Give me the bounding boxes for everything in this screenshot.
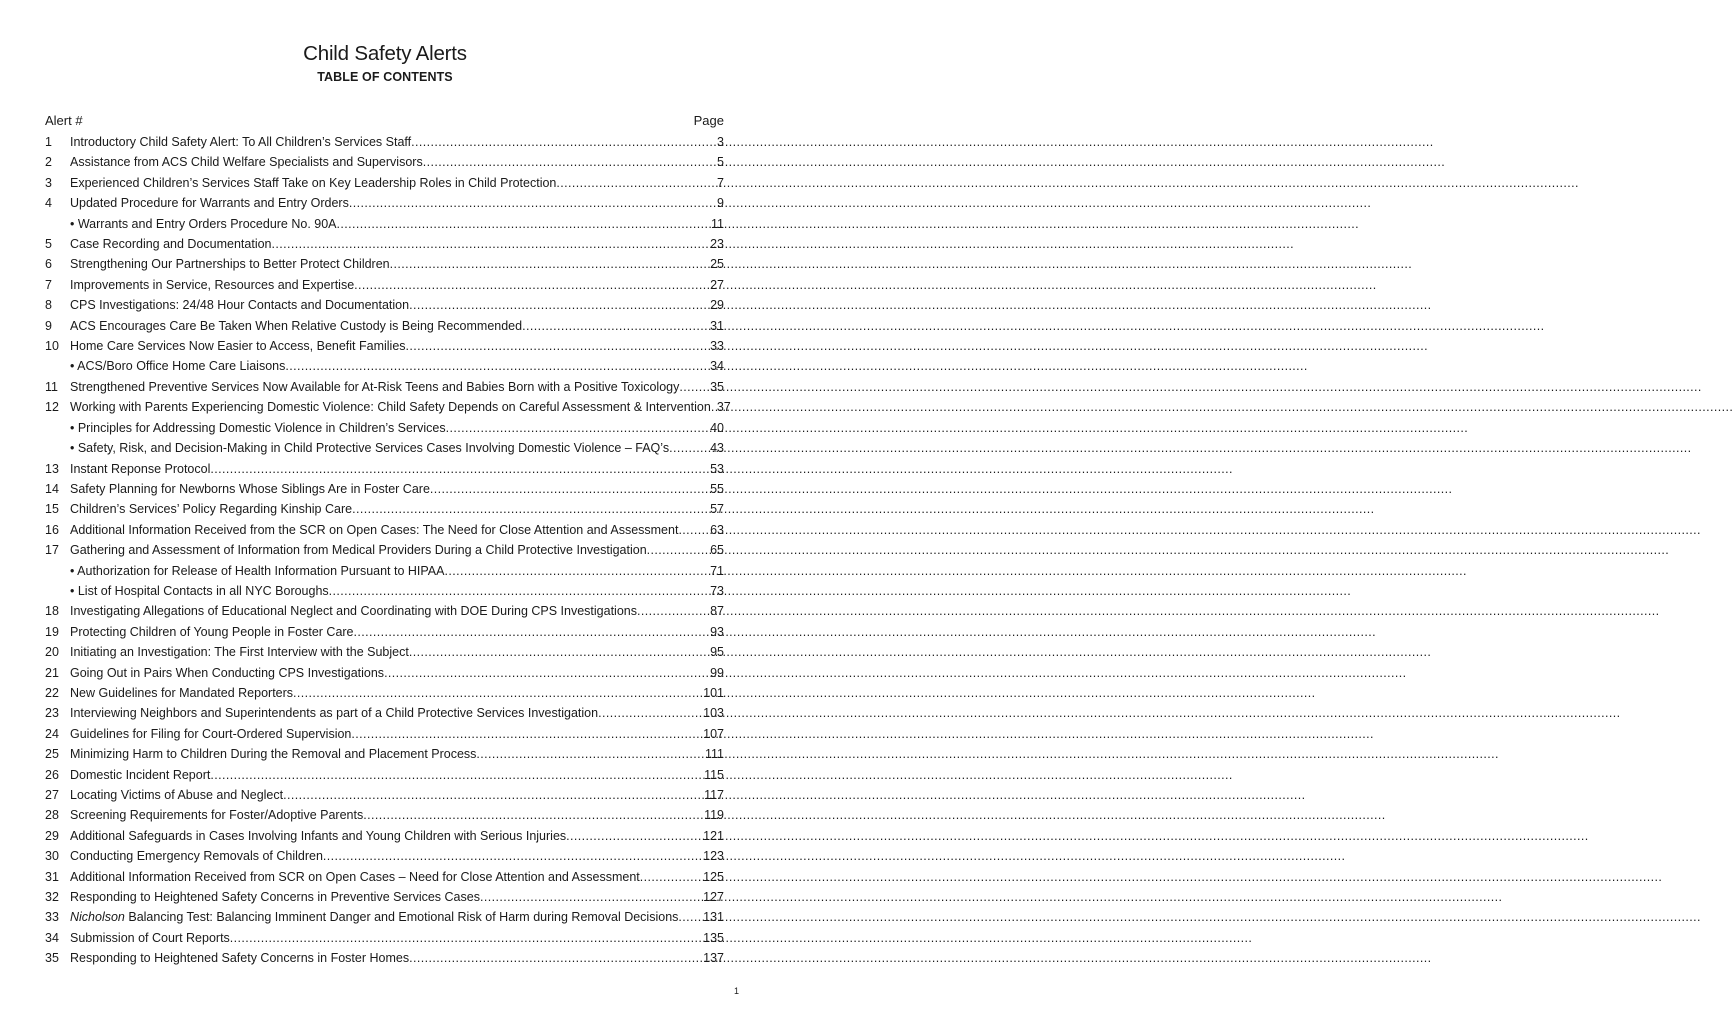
- alert-number: 19: [45, 624, 59, 639]
- entry-title-wrap: [70, 622, 354, 642]
- toc-entry: [45, 581, 724, 601]
- toc-entry-line: [70, 765, 724, 785]
- page-number: 1: [734, 986, 740, 996]
- toc-entry-line: [70, 173, 724, 193]
- entry-title-wrap: [70, 356, 285, 376]
- entry-page-number: 107: [703, 726, 724, 741]
- toc-entry-line: [70, 193, 724, 213]
- entry-title: Improvements in Service, Resources and Expertise: [70, 277, 355, 292]
- toc-entry-line: [70, 642, 724, 662]
- entry-title-wrap: [70, 867, 640, 887]
- entry-title: Investigating Allegations of Educational Neglect and Coordinating with DOE During CPS Investigations: [70, 604, 637, 619]
- entry-page-number: 99: [710, 665, 724, 680]
- entry-page-number: 71: [710, 563, 724, 578]
- toc-entry-line: [70, 418, 724, 438]
- entry-title-wrap: [70, 540, 647, 560]
- entry-title: Children’s Services’ Policy Regarding Kinship Care: [70, 502, 353, 517]
- toc-entry: [45, 805, 724, 825]
- alert-number: 7: [45, 277, 52, 292]
- entry-page-number: 3: [717, 135, 724, 149]
- entry-title: Screening Requirements for Foster/Adoptive Parents: [70, 808, 364, 823]
- entry-page-number: 87: [710, 604, 724, 619]
- alert-number-heading: Alert #: [45, 113, 83, 128]
- entry-title-wrap: [70, 744, 476, 764]
- toc-entry: [45, 683, 724, 703]
- toc-entry: [45, 642, 724, 662]
- entry-title-wrap: [70, 193, 349, 213]
- dot-leader: [329, 581, 710, 601]
- entry-page-number: 73: [710, 583, 724, 598]
- toc-entry: [45, 132, 724, 152]
- alert-number: 18: [45, 604, 59, 619]
- toc-entry: [45, 846, 724, 866]
- dot-leader: [476, 744, 705, 764]
- entry-page-number: 137: [703, 951, 724, 966]
- entry-title: Locating Victims of Abuse and Neglect: [70, 788, 284, 802]
- dot-leader: [210, 459, 710, 479]
- dot-leader: [409, 642, 710, 662]
- entry-title-wrap: [70, 438, 669, 458]
- toc-entry-line: [70, 356, 724, 376]
- entry-title: Strengthened Preventive Services Now Available for At-Risk Teens and Babies Born with a Positive Toxicology: [70, 379, 680, 394]
- toc-header: [45, 113, 724, 133]
- entry-page-number: 95: [710, 645, 724, 660]
- toc-entry: [45, 275, 724, 295]
- entry-title-wrap: [70, 703, 598, 723]
- dot-leader: [647, 540, 710, 560]
- dot-leader: [390, 254, 710, 274]
- toc-entry-line: [70, 520, 724, 540]
- entry-page-number: 55: [710, 481, 724, 496]
- toc-entry: [45, 561, 724, 581]
- toc-entry: [45, 316, 724, 336]
- entry-title-wrap: [70, 397, 711, 417]
- toc-entry: [45, 295, 724, 315]
- dot-leader: [522, 316, 710, 336]
- dot-leader: [283, 785, 704, 805]
- entry-title: Working with Parents Experiencing Domestic Violence: Child Safety Depends on Careful Assessment & Intervention: [70, 400, 711, 415]
- dot-leader: [640, 867, 703, 887]
- alert-number: 16: [45, 522, 59, 537]
- toc-entry-line: [70, 622, 724, 642]
- entry-title-wrap: [70, 683, 293, 703]
- toc-entry: [45, 887, 724, 907]
- entry-title: Submission of Court Reports: [70, 930, 230, 945]
- dot-leader: [337, 214, 711, 234]
- alert-number: 28: [45, 808, 59, 823]
- entry-title-wrap: [70, 826, 566, 846]
- entry-page-number: 27: [710, 277, 724, 292]
- alert-number: 27: [45, 788, 59, 802]
- dot-leader: [679, 377, 710, 397]
- entry-page-number: 121: [703, 828, 724, 843]
- alert-number: 22: [45, 685, 59, 700]
- entry-page-number: 9: [717, 196, 724, 211]
- dot-leader: [363, 805, 704, 825]
- alert-number: 3: [45, 175, 52, 190]
- dot-leader: [669, 438, 710, 458]
- entry-title: Assistance from ACS Child Welfare Specialists and Supervisors: [70, 155, 423, 170]
- entry-title-wrap: [70, 785, 283, 805]
- alert-number: 21: [45, 665, 59, 680]
- page-heading: Page: [693, 113, 724, 128]
- toc-entry-line: [70, 377, 724, 397]
- dot-leader: [411, 132, 717, 152]
- entry-page-number: 37: [716, 400, 731, 415]
- entry-page-number: 40: [710, 420, 724, 435]
- dot-leader: [566, 826, 703, 846]
- dot-leader: [272, 234, 711, 254]
- toc-entry-line: [70, 295, 724, 315]
- entry-title: Introductory Child Safety Alert: To All Children’s Services Staff: [70, 135, 412, 149]
- alert-number: 12: [45, 400, 59, 415]
- toc-entry: [45, 826, 724, 846]
- alert-number: 23: [45, 706, 59, 721]
- dot-leader: [430, 479, 710, 499]
- document-title: Child Safety Alerts: [303, 42, 467, 65]
- entry-title: Updated Procedure for Warrants and Entry Orders: [70, 196, 349, 211]
- entry-page-number: 93: [710, 624, 724, 639]
- entry-title-wrap: [70, 234, 272, 254]
- entry-title-wrap: [70, 132, 411, 152]
- entry-title-wrap: [70, 520, 678, 540]
- alert-number: 8: [45, 298, 52, 313]
- toc-entry-line: [70, 152, 724, 172]
- dot-leader: [354, 622, 711, 642]
- dot-leader: [678, 907, 703, 927]
- dot-leader: [352, 499, 710, 519]
- entry-title: Home Care Services Now Easier to Access, Benefit Families: [70, 339, 406, 354]
- dot-leader: [637, 601, 710, 621]
- alert-number: 6: [45, 257, 52, 272]
- toc-entry: [45, 907, 724, 927]
- entry-page-number: 29: [710, 298, 724, 313]
- entry-title: Additional Information Received from SCR on Open Cases – Need for Close Attention and Assessment: [70, 869, 640, 884]
- entry-title-wrap: [70, 765, 210, 785]
- toc-entry: [45, 214, 724, 234]
- alert-number: 5: [45, 237, 52, 252]
- dot-leader: [598, 703, 703, 723]
- toc-entry-line: [70, 948, 724, 968]
- alert-number: 25: [45, 747, 59, 762]
- entry-title: Domestic Incident Report: [70, 767, 211, 782]
- dot-leader: [409, 948, 703, 968]
- toc-entry: [45, 377, 724, 397]
- entry-page-number: 101: [703, 685, 724, 700]
- entry-title-wrap: [70, 887, 480, 907]
- alert-number: 17: [45, 543, 59, 558]
- toc-entry: [45, 459, 724, 479]
- entry-title-wrap: [70, 805, 363, 825]
- toc-entry: [45, 663, 724, 683]
- entry-page-number: 53: [710, 461, 724, 476]
- entry-title: Minimizing Harm to Children During the Removal and Placement Process: [70, 747, 477, 762]
- alert-number: 9: [45, 318, 52, 333]
- alert-number: 24: [45, 726, 59, 741]
- toc-entry-line: [70, 805, 724, 825]
- toc-entry-line: [70, 561, 724, 581]
- entry-title-wrap: [70, 642, 409, 662]
- dot-leader: [354, 275, 710, 295]
- entry-page-number: 63: [710, 522, 724, 537]
- dot-leader: [349, 193, 717, 213]
- entry-page-number: 115: [704, 767, 724, 782]
- toc-entry: [45, 438, 724, 458]
- dot-leader: [384, 663, 710, 683]
- toc-entry-line: [70, 459, 724, 479]
- entry-page-number: 65: [710, 543, 724, 558]
- entry-title: New Guidelines for Mandated Reporters: [70, 685, 294, 700]
- dot-leader: [446, 418, 710, 438]
- toc-entry: [45, 703, 724, 723]
- toc-entry: [45, 336, 724, 356]
- toc-entry: [45, 397, 731, 417]
- entry-page-number: 57: [710, 502, 724, 517]
- toc-entry-line: [70, 234, 724, 254]
- toc-entry: [45, 928, 724, 948]
- entry-title: • Warrants and Entry Orders Procedure No. 90A: [70, 216, 337, 231]
- toc-entry: [45, 479, 724, 499]
- dot-leader: [293, 683, 703, 703]
- entry-title-wrap: [70, 336, 406, 356]
- toc-entry-line: [70, 846, 724, 866]
- entry-page-number: 103: [703, 706, 724, 721]
- entry-page-number: 7: [717, 175, 724, 190]
- dot-leader: [351, 724, 703, 744]
- toc-entry: [45, 418, 724, 438]
- entry-title-wrap: [70, 663, 384, 683]
- toc-entry-line: [70, 663, 724, 683]
- entry-title-wrap: [70, 846, 323, 866]
- entry-title-wrap: [70, 561, 444, 581]
- entry-page-number: 35: [710, 379, 724, 394]
- dot-leader: [230, 928, 703, 948]
- toc-entry: [45, 622, 724, 642]
- entry-title-wrap: [70, 601, 637, 621]
- alert-number: 11: [45, 379, 58, 394]
- entry-title-wrap: [70, 928, 230, 948]
- dot-leader: [423, 152, 717, 172]
- entry-page-number: 25: [710, 257, 724, 272]
- document-subtitle: TABLE OF CONTENTS: [317, 70, 453, 84]
- toc-entry-line: [70, 479, 724, 499]
- entry-page-number: 31: [710, 318, 724, 333]
- toc-entry-line: [70, 275, 724, 295]
- entry-title: Guidelines for Filing for Court-Ordered Supervision: [70, 726, 352, 741]
- entry-title: Additional Information Received from the SCR on Open Cases: The Need for Close Attention and Assessment: [70, 522, 679, 537]
- toc-entry: [45, 765, 724, 785]
- entry-page-number: 127: [703, 890, 724, 905]
- alert-number: 2: [45, 155, 52, 170]
- entry-page-number: 119: [704, 808, 724, 823]
- toc-entry: [45, 173, 724, 193]
- entry-page-number: 23: [710, 237, 724, 252]
- dot-leader: [210, 765, 704, 785]
- entry-page-number: 11: [711, 216, 724, 231]
- entry-title-wrap: [70, 479, 430, 499]
- entry-title-wrap: [70, 459, 210, 479]
- dot-leader: [444, 561, 710, 581]
- entry-title-wrap: [70, 275, 354, 295]
- alert-number: 31: [45, 869, 59, 884]
- entry-title-italic: Nicholson: [70, 910, 125, 925]
- entry-title: Additional Safeguards in Cases Involving Infants and Young Children with Serious Injuries: [70, 828, 567, 843]
- alert-number: 1: [45, 135, 52, 149]
- toc-entry-line: [70, 785, 724, 805]
- toc-entry-line: [70, 826, 724, 846]
- toc-entry: [45, 254, 724, 274]
- entry-title: ACS Encourages Care Be Taken When Relative Custody is Being Recommended: [70, 318, 523, 333]
- toc-entry-line: [70, 887, 724, 907]
- entry-title: Initiating an Investigation: The First Interview with the Subject: [70, 645, 409, 660]
- entry-title: • List of Hospital Contacts in all NYC Boroughs: [70, 583, 329, 598]
- entry-title: Responding to Heightened Safety Concerns in Preventive Services Cases: [70, 890, 480, 905]
- entry-page-number: 125: [703, 869, 724, 884]
- entry-title: • ACS/Boro Office Home Care Liaisons: [70, 359, 286, 374]
- entry-title-wrap: [70, 214, 337, 234]
- alert-number: 33: [45, 910, 59, 925]
- entry-title: Balancing Test: Balancing Imminent Danger and Emotional Risk of Harm during Removal Decisions: [124, 910, 679, 925]
- entry-title: Experienced Children’s Services Staff Take on Key Leadership Roles in Child Protection: [70, 175, 557, 190]
- toc-entry: [45, 744, 724, 764]
- toc-entry: [45, 520, 724, 540]
- entry-title-wrap: [70, 377, 679, 397]
- entry-page-number: 117: [704, 788, 724, 802]
- entry-title-wrap: [70, 152, 423, 172]
- toc-entry-line: [70, 254, 724, 274]
- entry-title: Gathering and Assessment of Information from Medical Providers During a Child Protective Investigation: [70, 543, 647, 558]
- entry-title: Safety Planning for Newborns Whose Siblings Are in Foster Care: [70, 481, 430, 496]
- alert-number: 4: [45, 196, 52, 211]
- toc-entry: [45, 356, 724, 376]
- toc-entry: [45, 152, 724, 172]
- dot-leader: [409, 295, 710, 315]
- entry-title-wrap: [70, 418, 446, 438]
- entry-title-wrap: [70, 316, 522, 336]
- entry-title: Protecting Children of Young People in Foster Care: [70, 624, 354, 639]
- toc-entry-line: [70, 499, 724, 519]
- entry-title: Responding to Heightened Safety Concerns in Foster Homes: [70, 951, 410, 966]
- toc-entry: [45, 193, 724, 213]
- toc-entry: [45, 724, 724, 744]
- toc-entry: [45, 234, 724, 254]
- entry-page-number: 111: [704, 747, 724, 762]
- toc-entry-line: [70, 601, 724, 621]
- entry-title: Instant Reponse Protocol: [70, 461, 211, 476]
- entry-title-wrap: [70, 173, 556, 193]
- entry-title-wrap: [70, 581, 329, 601]
- entry-title-wrap: [70, 499, 352, 519]
- toc-entry-line: [70, 744, 724, 764]
- alert-number: 35: [45, 951, 59, 966]
- entry-page-number: 34: [710, 359, 724, 374]
- toc-entry-line: [70, 724, 724, 744]
- entry-title: Interviewing Neighbors and Superintendents as part of a Child Protective Services Investigation: [70, 706, 599, 721]
- entry-title-wrap: [70, 948, 409, 968]
- alert-number: 34: [45, 930, 59, 945]
- toc-entry-line: [70, 907, 724, 927]
- dot-leader: [406, 336, 711, 356]
- entry-title-wrap: [70, 907, 678, 927]
- entry-title: Conducting Emergency Removals of Children: [70, 849, 323, 864]
- entry-title: Going Out in Pairs When Conducting CPS Investigations: [70, 665, 385, 680]
- alert-number: 10: [45, 339, 59, 354]
- toc-entry: [45, 499, 724, 519]
- toc-entry: [45, 867, 724, 887]
- entry-title-wrap: [70, 295, 409, 315]
- alert-number: 32: [45, 890, 59, 905]
- entry-title-wrap: [70, 254, 390, 274]
- alert-number: 15: [45, 502, 59, 517]
- toc-entry-line: [70, 703, 724, 723]
- toc-entry-line: [70, 540, 724, 560]
- entry-page-number: 123: [703, 849, 724, 864]
- toc-entry-line: [70, 397, 731, 417]
- toc-entry: [45, 540, 724, 560]
- entry-page-number: 131: [703, 910, 724, 925]
- toc-entry: [45, 785, 724, 805]
- toc-entry-line: [70, 316, 724, 336]
- entry-page-number: 33: [710, 339, 724, 354]
- toc-entry-line: [70, 867, 724, 887]
- entry-title: Case Recording and Documentation: [70, 237, 272, 252]
- entry-page-number: 5: [717, 155, 724, 170]
- entry-title: CPS Investigations: 24/48 Hour Contacts and Documentation: [70, 298, 410, 313]
- entry-page-number: 135: [703, 930, 724, 945]
- dot-leader: [556, 173, 717, 193]
- dot-leader: [678, 520, 710, 540]
- alert-number: 14: [45, 481, 59, 496]
- entry-title-wrap: [70, 724, 351, 744]
- toc-entry: [45, 601, 724, 621]
- entry-title: Strengthening Our Partnerships to Better Protect Children: [70, 257, 390, 272]
- toc-entry: [45, 948, 724, 968]
- toc-entry-line: [70, 214, 724, 234]
- toc-entry-line: [70, 336, 724, 356]
- toc-entry-line: [70, 683, 724, 703]
- toc-entry-line: [70, 928, 724, 948]
- alert-number: 30: [45, 849, 59, 864]
- dot-leader: [323, 846, 703, 866]
- table-of-contents: [45, 132, 731, 969]
- alert-number: 29: [45, 828, 59, 843]
- toc-entry-line: [70, 132, 724, 152]
- dot-leader: [285, 356, 710, 376]
- entry-title: • Safety, Risk, and Decision-Making in Child Protective Services Cases Involving Domestic Violence – FAQ’s: [70, 441, 670, 456]
- entry-page-number: 43: [710, 441, 724, 456]
- entry-title: • Principles for Addressing Domestic Violence in Children’s Services: [70, 420, 446, 435]
- alert-number: 13: [45, 461, 59, 476]
- toc-entry-line: [70, 438, 724, 458]
- dot-leader: [480, 887, 703, 907]
- alert-number: 20: [45, 645, 59, 660]
- toc-entry-line: [70, 581, 724, 601]
- entry-title: • Authorization for Release of Health Information Pursuant to HIPAA: [70, 563, 445, 578]
- alert-number: 26: [45, 767, 59, 782]
